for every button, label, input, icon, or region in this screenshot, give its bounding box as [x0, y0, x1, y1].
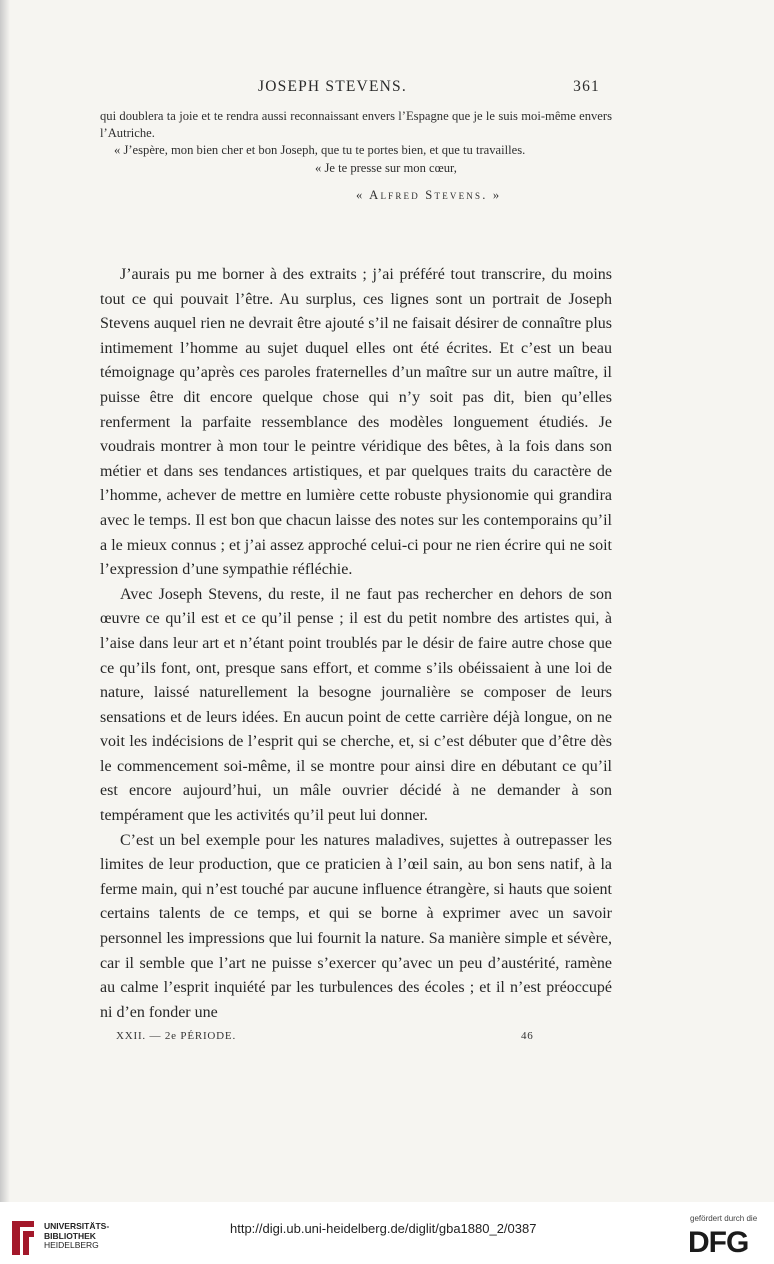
volume-period: XXII. — 2e PÉRIODE. — [116, 1030, 236, 1042]
quoted-letter — [100, 108, 612, 204]
sheet-number: 46 — [521, 1030, 534, 1042]
library-line-1: UNIVERSITÄTS- — [44, 1221, 110, 1231]
university-library-logo-icon — [8, 1219, 38, 1257]
body-text — [100, 263, 612, 1025]
letter-signature: « Alfred Stevens. » — [356, 188, 502, 202]
letter-line-1: qui doublera ta joie et te rendra aussi reconnaissant envers l’Espagne que je le suis moi-même envers l’Autriche. — [100, 109, 612, 140]
funder-caption: gefördert durch die — [690, 1214, 758, 1223]
library-line-2: BIBLIOTHEK — [44, 1230, 96, 1241]
running-title: JOSEPH STEVENS. — [258, 78, 407, 95]
library-name — [44, 1222, 109, 1251]
sheet-signature — [116, 1030, 576, 1046]
paragraph-2: Avec Joseph Stevens, du reste, il ne faut pas rechercher en dehors de son œuvre ce qu’il est et ce qu’il pense ; il est du petit nombre des artistes qui, à l’aise dans leur art et n’étant point troublés par le désir de faire autre chose que ce qu’ils font, ont, presque sans effort, et comme s’ils obéissaient à une loi de nature, laissé naturellement la besogne journalière se composer de leurs sensations et de leurs idées. En aucun point de cette carrière déjà longue, on ne voit les indécisions de l’esprit qui se cherche, et, si c’est débuter que d’être dès le commencement soi-même, il se montre pour ainsi dire en débutant ce qu’il est encore aujourd’hui, un mâle ouvrier décidé à ne demander à son tempérament que les activités qu’il peut lui donner. — [100, 585, 612, 825]
page-edge-shadow — [0, 0, 10, 1202]
page-number: 361 — [573, 78, 600, 95]
viewer-footer — [0, 1202, 774, 1264]
paragraph-3: C’est un bel exemple pour les natures maladives, sujettes à outrepasser les limites de leur production, que ce praticien à l’œil sain, au bon sens natif, à la ferme main, qui n’est touché par aucune influence étrangère, si hauts que soient certains talents de ce temps, et qui se borne à exprimer avec un savoir personnel les impressions que lui fournit la nature. Sa manière simple et sévère, car il semble que l’art ne puisse s’exercer qu’avec un peu d’austérité, ramène au calme l’esprit inquiété par les turbulences des écoles ; et il n’est préoccupé ni d’en fonder une — [100, 831, 612, 1021]
permalink-url[interactable]: http://digi.ub.uni-heidelberg.de/diglit/gba1880_2/0387 — [230, 1221, 537, 1236]
letter-closing: « Je te presse sur mon cœur, — [315, 161, 457, 175]
dfg-logo: DFG — [688, 1226, 749, 1259]
library-line-3: HEIDELBERG — [44, 1240, 99, 1250]
paragraph-1: J’aurais pu me borner à des extraits ; j’ai préféré tout transcrire, du moins tout ce qui pouvait l’être. Au surplus, ces lignes sont un portrait de Joseph Stevens auquel rien ne devrait être ajouté s’il ne faisait désirer de connaître plus intimement l’homme au sujet duquel elles ont été écrites. Et c’est un beau témoignage qu’après ces paroles fraternelles d’un maître sur un autre maître, il puisse être dit encore quelque chose qui n’y soit pas dit, bien qu’elles renferment la parfaite ressemblance des modèles longuement étudiés. Je voudrais montrer à mon tour le peintre véridique des bêtes, à la fois dans son métier et dans ses tendances artistiques, et par quelques traits du caractère de l’homme, achever de mettre en lumière cette robuste physionomie qui grandira avec le temps. Il est bon que chacun laisse des notes sur les contemporains qu’il a le mieux connus ; et j’ai assez approché celui-ci pour ne rien écrire qui ne soit l’expression d’une sympathie réfléchie. — [100, 266, 612, 579]
letter-line-2: « J’espère, mon bien cher et bon Joseph, que tu te portes bien, et que tu travailles. — [114, 143, 526, 157]
running-head — [100, 78, 600, 100]
